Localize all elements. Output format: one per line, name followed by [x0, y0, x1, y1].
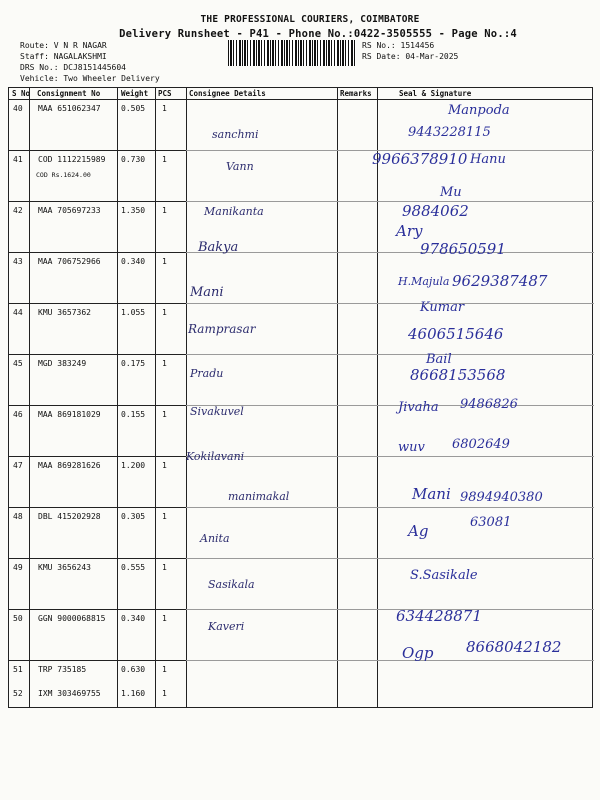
signature: H.Majula — [398, 275, 450, 288]
row-sno: 44 — [13, 308, 23, 317]
col-pcs: PCS — [158, 89, 172, 98]
handwritten-phone: 9966378910 — [372, 150, 468, 168]
table-row — [9, 559, 592, 610]
handwritten-name: Kaveri — [208, 620, 245, 633]
row-pcs: 1 — [162, 461, 167, 470]
row-weight: 0.175 — [121, 359, 146, 368]
barcode — [228, 40, 356, 66]
handwritten-phone: 63081 — [470, 515, 512, 530]
handwritten-name: manimakal — [228, 490, 290, 503]
row-pcs: 1 — [162, 512, 167, 521]
signature: Mani — [412, 485, 451, 503]
row-weight: 0.555 — [121, 563, 146, 572]
row-consignment: DBL 415202928 — [38, 512, 101, 521]
row-consignment: IXM 303469755 — [38, 689, 101, 698]
row-weight: 0.630 — [121, 665, 146, 674]
signature: Ag — [408, 522, 429, 540]
handwritten-phone: 978650591 — [420, 240, 506, 258]
signature: Ary — [396, 222, 423, 240]
handwritten-name: Mani — [190, 285, 224, 300]
handwritten-name: Manikanta — [204, 205, 264, 218]
handwritten-name: Kokilavani — [186, 450, 245, 463]
row-consignment: MAA 869281626 — [38, 461, 101, 470]
row-sno: 46 — [13, 410, 23, 419]
vehicle-text: Vehicle: Two Wheeler Delivery — [20, 74, 160, 83]
col-signature: Seal & Signature — [399, 89, 472, 98]
row-sno: 47 — [13, 461, 23, 470]
row-weight: 0.340 — [121, 257, 146, 266]
company-title: THE PROFESSIONAL COURIERS, COIMBATORE — [200, 14, 420, 25]
handwritten-phone: 9443228115 — [408, 125, 491, 140]
handwritten-name: Pradu — [190, 367, 224, 380]
row-pcs: 1 — [162, 410, 167, 419]
row-pcs: 1 — [162, 206, 167, 215]
row-pcs: 1 — [162, 155, 167, 164]
row-weight: 1.200 — [121, 461, 146, 470]
row-sno: 49 — [13, 563, 23, 572]
handwritten-name: Vann — [226, 160, 254, 173]
row-weight: 1.160 — [121, 689, 146, 698]
handwritten-phone: 9884062 — [402, 202, 469, 220]
row-weight: 1.350 — [121, 206, 146, 215]
row-sno: 45 — [13, 359, 23, 368]
row-sno: 51 — [13, 665, 23, 674]
signature: Ogp — [402, 644, 434, 662]
row-consignment: TRP 735185 — [38, 665, 87, 674]
row-consignment: MAA 705697233 — [38, 206, 101, 215]
handwritten-name: Sasikala — [208, 578, 255, 591]
handwritten-phone: 9894940380 — [460, 490, 543, 505]
row-weight: 0.340 — [121, 614, 146, 623]
staff-text: Staff: NAGALAKSHMI — [20, 52, 107, 61]
row-pcs: 1 — [162, 665, 167, 674]
row-pcs: 1 — [162, 359, 167, 368]
signature: Jivaha — [398, 400, 439, 415]
runsheet-subtitle: Delivery Runsheet - P41 - Phone No.:0422-3505555 - Page No.:4 — [119, 28, 517, 40]
row-consignment: MAA 869181029 — [38, 410, 101, 419]
row-consignment: KMU 3657362 — [38, 308, 91, 317]
row-sno: 50 — [13, 614, 23, 623]
handwritten-phone: 634428871 — [396, 607, 482, 625]
handwritten-phone: 9486826 — [460, 397, 518, 412]
row-weight: 1.055 — [121, 308, 146, 317]
row-weight: 0.730 — [121, 155, 146, 164]
row-pcs: 1 — [162, 689, 167, 698]
signature: Hanu — [470, 152, 506, 167]
row-pcs: 1 — [162, 257, 167, 266]
col-sno: S No — [12, 89, 31, 98]
handwritten-phone: 4606515646 — [408, 325, 504, 343]
handwritten-phone: 9629387487 — [452, 272, 548, 290]
row-weight: 0.155 — [121, 410, 146, 419]
row-consignment: GGN 9000068815 — [38, 614, 106, 623]
signature: S.Sasikale — [410, 568, 478, 583]
row-pcs: 1 — [162, 308, 167, 317]
col-weight: Weight — [121, 89, 149, 98]
table-row — [9, 304, 592, 355]
rs-date: RS Date: 04-Mar-2025 — [362, 52, 459, 61]
row-consignment: KMU 3656243 — [38, 563, 91, 572]
row-weight: 0.305 — [121, 512, 146, 521]
handwritten-name: Bakya — [198, 240, 239, 255]
row-weight: 0.505 — [121, 104, 146, 113]
row-sno: 43 — [13, 257, 23, 266]
handwritten-name: Ramprasar — [188, 322, 256, 336]
cod-amount: COD Rs.1624.00 — [36, 171, 91, 179]
row-consignment: MAA 706752966 — [38, 257, 101, 266]
table-header — [9, 88, 592, 100]
row-sno: 52 — [13, 689, 23, 698]
col-consignee: Consignee Details — [189, 89, 266, 98]
row-sno: 42 — [13, 206, 23, 215]
row-sno: 41 — [13, 155, 23, 164]
handwritten-phone: 8668153568 — [410, 366, 506, 384]
col-consignment: Consignment No — [37, 89, 101, 98]
row-consignment: MAA 651062347 — [38, 104, 101, 113]
row-pcs: 1 — [162, 104, 167, 113]
handwritten-name: Sivakuvel — [190, 405, 244, 418]
handwritten-name: sanchmi — [212, 128, 259, 141]
handwritten-phone: 6802649 — [452, 437, 510, 452]
row-sno: 48 — [13, 512, 23, 521]
handwritten-name: Anita — [200, 532, 230, 545]
row-pcs: 1 — [162, 614, 167, 623]
route-text: Route: V N R NAGAR — [20, 41, 107, 50]
drs-number: DRS No.: DCJ8151445604 — [20, 63, 126, 72]
signature: Kumar — [420, 300, 465, 315]
row-pcs: 1 — [162, 563, 167, 572]
handwritten-phone: 8668042182 — [466, 638, 562, 656]
col-remarks: Remarks — [340, 89, 372, 98]
table-row — [9, 689, 592, 708]
row-sno: 40 — [13, 104, 23, 113]
row-consignment: COD 1112215989 — [38, 155, 106, 164]
row-consignment: MGD 383249 — [38, 359, 87, 368]
signature: wuv — [398, 440, 425, 455]
rs-number: RS No.: 1514456 — [362, 41, 435, 50]
signature: Bail — [426, 352, 452, 367]
signature: Manpoda — [448, 103, 510, 118]
signature: Mu — [440, 185, 462, 200]
